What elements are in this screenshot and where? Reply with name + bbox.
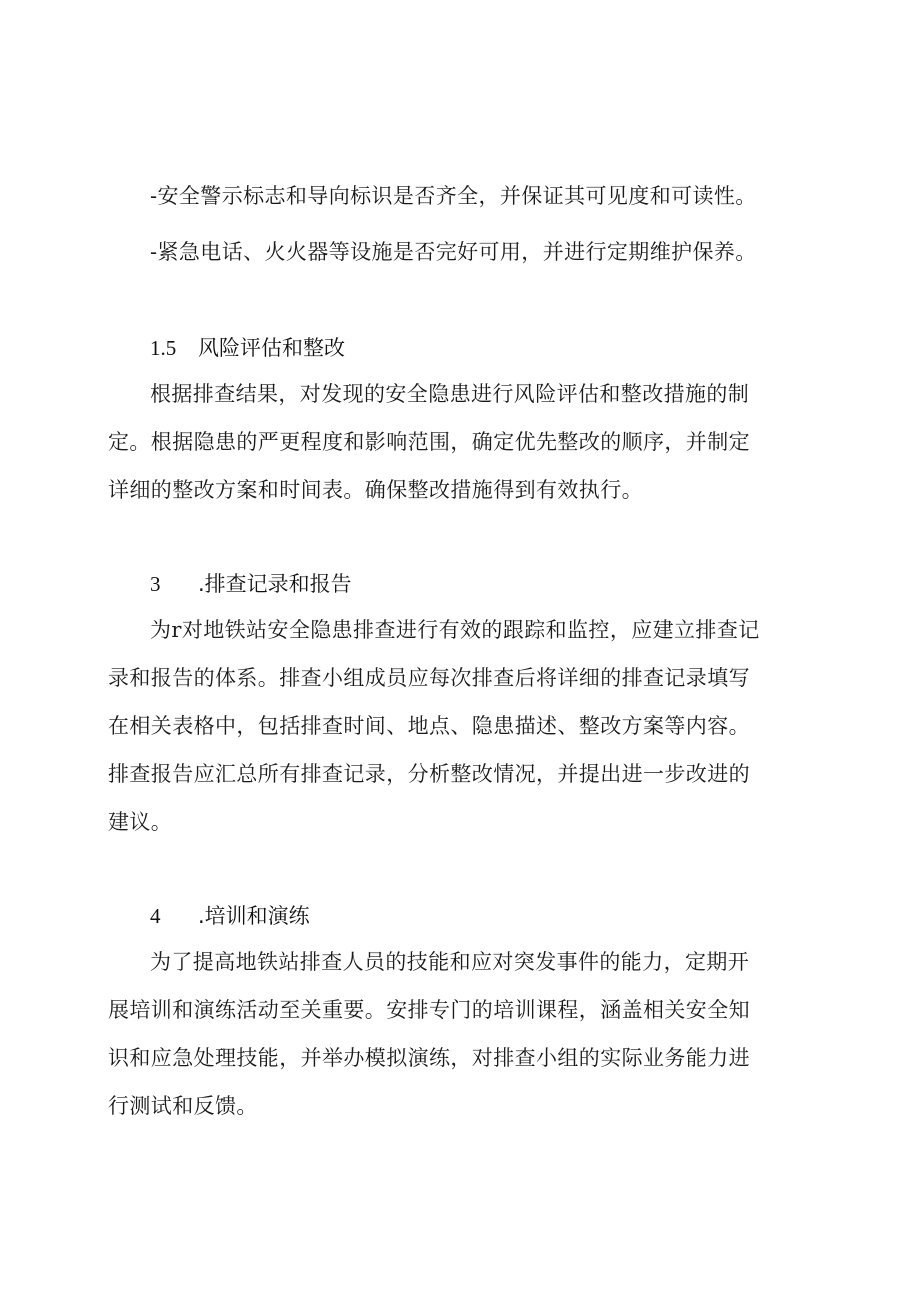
paragraph-line: 行测试和反馈。 [108,1094,258,1118]
paragraph-line: 定。根据隐患的严更程度和影响范围，确定优先整改的顺序，并制定 [108,430,750,454]
paragraph-line: 为了提高地铁站排查人员的技能和应对突发事件的能力，定期开 [150,950,750,974]
section-number: 3 [150,572,161,596]
section-number: 4 [150,904,161,928]
paragraph-line: 排查报告应汇总所有排查记录，分析整改情况，并提出进一步改进的 [108,762,750,786]
paragraph-line: 根据排查结果，对发现的安全隐患进行风险评估和整改措施的制 [150,382,750,406]
paragraph-line: 在相关表格中，包括排查时间、地点、隐患描述、整改方案等内容。 [108,714,750,738]
section-heading [150,902,310,930]
section-title: .排查记录和报告 [198,572,352,596]
section-title: 风险评估和整改 [198,336,345,360]
bullet-item: -紧急电话、火火器等设施是否完好可用，并进行定期维护保养。 [150,240,757,264]
paragraph-line: 建议。 [108,810,173,834]
paragraph-line: 为r对地铁站安全隐患排查进行有效的跟踪和监控，应建立排查记 [150,618,760,642]
section-heading [150,334,345,362]
section-heading [150,570,352,598]
paragraph-line: 展培训和演练活动至关重要。安排专门的培训课程，涵盖相关安全知 [108,998,750,1022]
paragraph-line: 详细的整改方案和时间表。确保整改措施得到有效执行。 [108,478,643,502]
section-number: 1.5 [150,336,177,360]
paragraph-line: 识和应急处理技能，并举办模拟演练，对排查小组的实际业务能力进 [108,1046,750,1070]
bullet-item: -安全警示标志和导向标识是否齐全，并保证其可见度和可读性。 [150,184,757,208]
paragraph-line: 录和报告的体系。排查小组成员应每次排查后将详细的排查记录填写 [108,666,750,690]
section-title: .培训和演练 [198,904,310,928]
